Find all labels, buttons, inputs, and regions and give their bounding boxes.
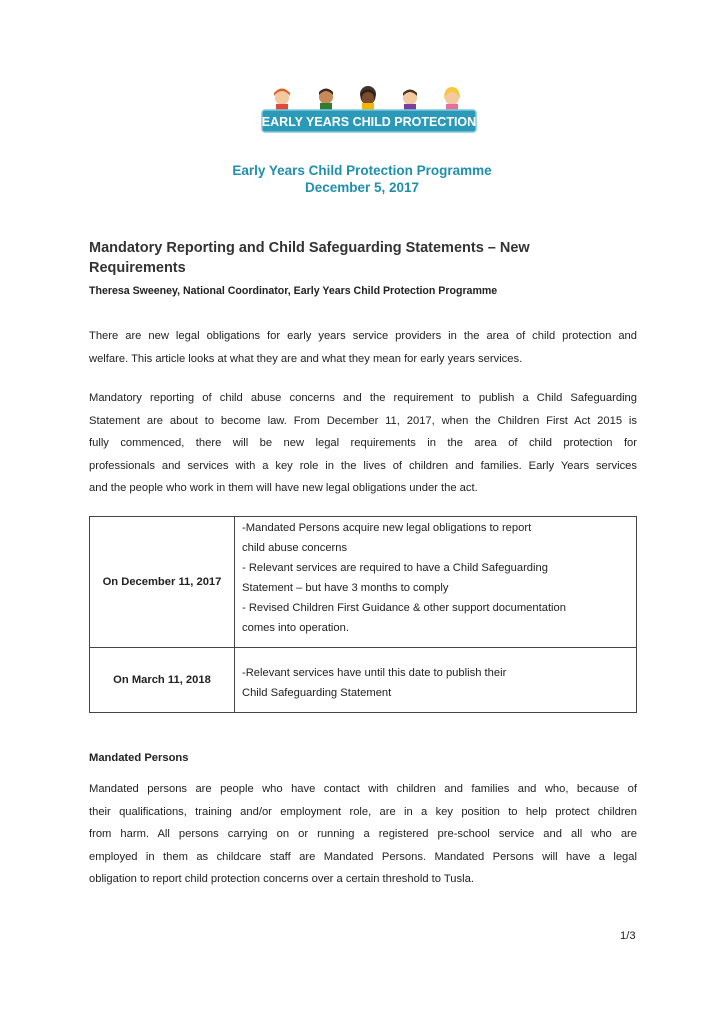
timeline-line: - Revised Children First Guidance & other support documentation — [242, 602, 566, 614]
article-title-line: Mandatory Reporting and Child Safeguarding Statements – New — [89, 240, 530, 256]
timeline-date: On December 11, 2017 — [90, 517, 235, 647]
paragraph-line: professionals and services with a key role in the lives of children and families. Early Years services — [89, 459, 637, 472]
timeline-description — [242, 663, 506, 703]
logo-text: EARLY YEARS CHILD PROTECTION — [261, 115, 477, 129]
author-byline: Theresa Sweeney, National Coordinator, Early Years Child Protection Programme — [89, 285, 498, 297]
timeline-line: Child Safeguarding Statement — [242, 687, 392, 699]
law-paragraph — [89, 387, 637, 500]
timeline-table — [89, 516, 637, 713]
section-heading: Mandated Persons — [89, 752, 189, 764]
paragraph-line: Statement are about to become law. From December 11, 2017, when the Children First Act 2015 is — [89, 414, 637, 427]
timeline-line: Statement – but have 3 months to comply — [242, 582, 449, 594]
timeline-description — [242, 518, 566, 638]
logo-graphic — [260, 86, 478, 134]
paragraph-line: and the people who work in them will have new legal obligations under the act. — [89, 482, 478, 494]
intro-paragraph — [89, 325, 637, 370]
paragraph-line: There are new legal obligations for early years service providers in the area of child protection and — [89, 330, 637, 342]
paragraph-line: from harm. All persons carrying on or running a registered pre-school service and all who are — [89, 828, 637, 840]
page-number: 1/3 — [620, 930, 636, 942]
paragraph-line: Mandated persons are people who have contact with children and families and who, because of — [89, 783, 637, 795]
paragraph-line: fully commenced, there will be new legal requirements in the area of child protection for — [89, 437, 637, 449]
paragraph-line: obligation to report child protection concerns over a certain threshold to Tusla. — [89, 873, 474, 885]
timeline-line: -Relevant services have until this date to publish their — [242, 667, 507, 679]
timeline-line: -Mandated Persons acquire new legal obligations to report — [242, 522, 532, 534]
paragraph-line: their qualifications, training and/or employment role, are in a key position to help protect children — [89, 805, 637, 818]
programme-title: Early Years Child Protection Programme — [232, 163, 492, 178]
paragraph-line: Mandatory reporting of child abuse concerns and the requirement to publish a Child Safeguarding — [89, 392, 637, 404]
article-title-line: Requirements — [89, 260, 186, 276]
mandated-paragraph — [89, 778, 637, 891]
paragraph-line: welfare. This article looks at what they are and what they mean for early years services. — [89, 352, 523, 365]
timeline-row — [90, 517, 636, 648]
timeline-date: On March 11, 2018 — [90, 647, 235, 712]
timeline-row — [90, 647, 636, 712]
paragraph-line: employed in them as childcare staff are Mandated Persons. Mandated Persons will have a legal — [89, 850, 637, 863]
article-title — [89, 238, 609, 278]
document-date: December 5, 2017 — [304, 180, 420, 195]
timeline-line: comes into operation. — [242, 622, 349, 634]
timeline-line: child abuse concerns — [242, 542, 348, 554]
timeline-line: - Relevant services are required to have a Child Safeguarding — [242, 562, 548, 574]
logo — [260, 86, 478, 134]
